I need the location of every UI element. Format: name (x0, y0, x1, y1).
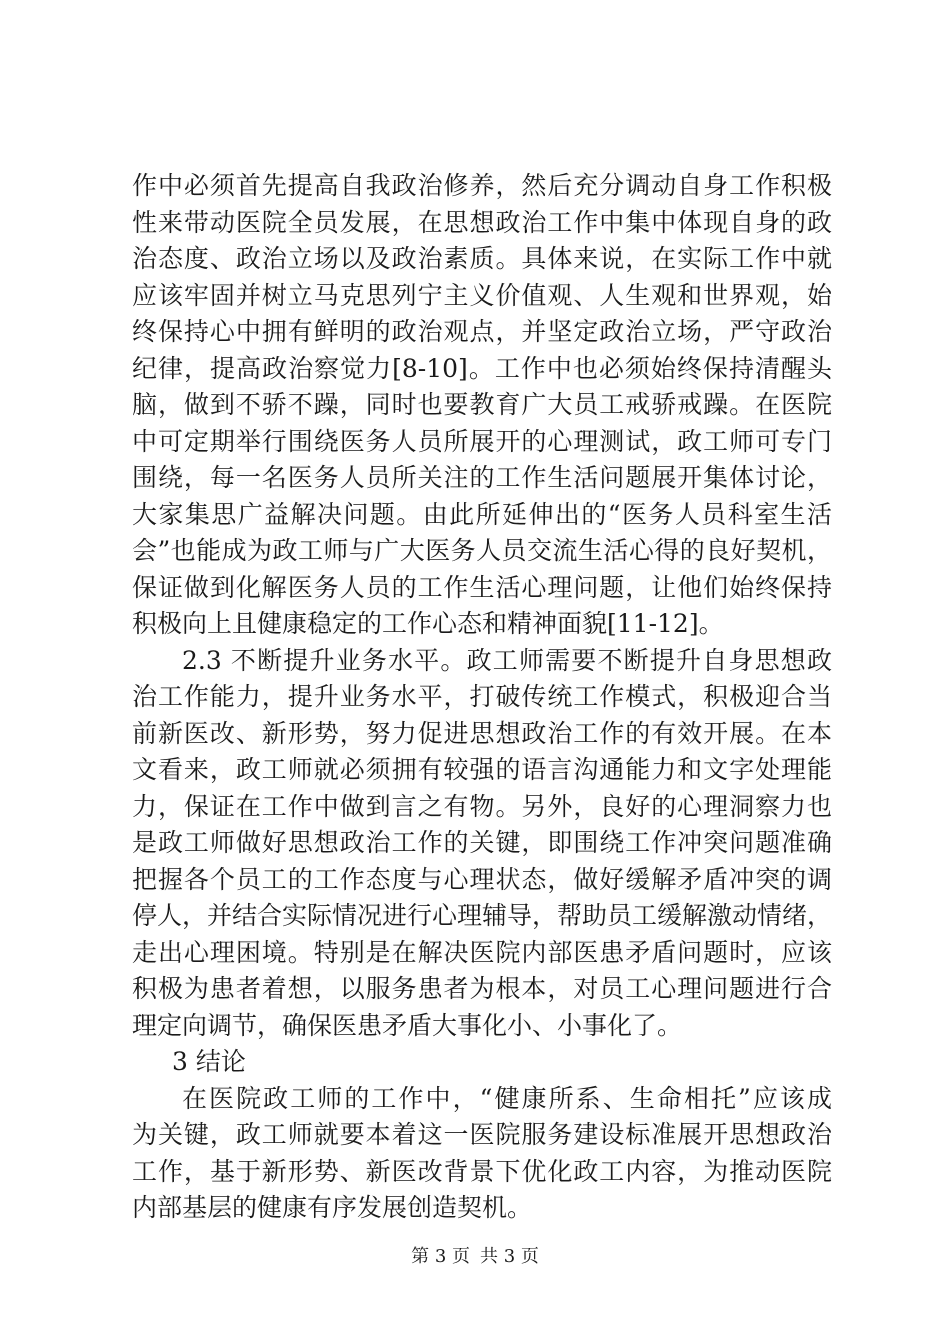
text-line: 把握各个员工的工作态度与心理状态，做好缓解矛盾冲突的调 (132, 864, 832, 894)
text-line: 纪律，提高政治察觉力[8-10]。工作中也必须始终保持清醒头 (132, 353, 832, 383)
text-line: 大家集思广益解决问题。由此所延伸出的“医务人员科室生活 (132, 499, 832, 529)
text-line: 作中必须首先提高自我政治修养，然后充分调动自身工作积极 (132, 171, 832, 200)
text-line: 停人，并结合实际情况进行心理辅导，帮助员工缓解激动情绪， (132, 901, 833, 930)
text-line: 2.3 不断提升业务水平。政工师需要不断提升自身思想政 (182, 645, 832, 675)
text-line: 积极向上且健康稳定的工作心态和精神面貌[11-12]。 (132, 609, 724, 638)
text-line: 前新医改、新形势，努力促进思想政治工作的有效开展。在本 (132, 718, 832, 748)
text-line: 工作，基于新形势、新医改背景下优化政工内容，为推动医院 (132, 1156, 832, 1186)
text-line: 围绕，每一名医务人员所关注的工作生活问题展开集体讨论， (132, 463, 832, 492)
text-line: 脑，做到不骄不躁，同时也要教育广大员工戒骄戒躁。在医院 (132, 390, 832, 419)
text-line: 3 结论 (172, 1047, 246, 1076)
text-line: 会”也能成为政工师与广大医务人员交流生活心得的良好契机， (132, 536, 832, 565)
text-line: 在医院政工师的工作中，“健康所系、生命相托”应该成 (182, 1083, 832, 1113)
body-text (132, 168, 832, 1227)
text-line: 积极为患者着想，以服务患者为根本，对员工心理问题进行合 (132, 974, 832, 1003)
text-line: 中可定期举行围绕医务人员所展开的心理测试，政工师可专门 (132, 426, 832, 456)
text-line: 终保持心中拥有鲜明的政治观点，并坚定政治立场，严守政治 (132, 317, 832, 346)
page-footer (0, 1245, 950, 1269)
page-total: 共 3 页 (480, 1246, 539, 1267)
text-line: 保证做到化解医务人员的工作生活心理问题，让他们始终保持 (132, 572, 832, 602)
text-line: 治工作能力，提升业务水平，打破传统工作模式，积极迎合当 (132, 682, 832, 711)
text-line: 理定向调节，确保医患矛盾大事化小、小事化了。 (132, 1010, 683, 1040)
text-line: 应该牢固并树立马克思列宁主义价值观、人生观和世界观，始 (132, 280, 832, 310)
text-line: 走出心理困境。特别是在解决医院内部医患矛盾问题时，应该 (132, 937, 832, 967)
text-line: 文看来，政工师就必须拥有较强的语言沟通能力和文字处理能 (132, 755, 832, 784)
text-line: 治态度、政治立场以及政治素质。具体来说，在实际工作中就 (132, 244, 832, 273)
page-number: 第 3 页 (411, 1246, 470, 1267)
text-line: 力，保证在工作中做到言之有物。另外，良好的心理洞察力也 (132, 791, 832, 821)
text-line: 内部基层的健康有序发展创造契机。 (132, 1193, 533, 1222)
text-line: 为关键，政工师就要本着这一医院服务建设标准展开思想政治 (132, 1120, 832, 1149)
text-line: 是政工师做好思想政治工作的关键，即围绕工作冲突问题准确 (132, 828, 832, 857)
text-line: 性来带动医院全员发展，在思想政治工作中集中体现自身的政 (132, 207, 832, 237)
